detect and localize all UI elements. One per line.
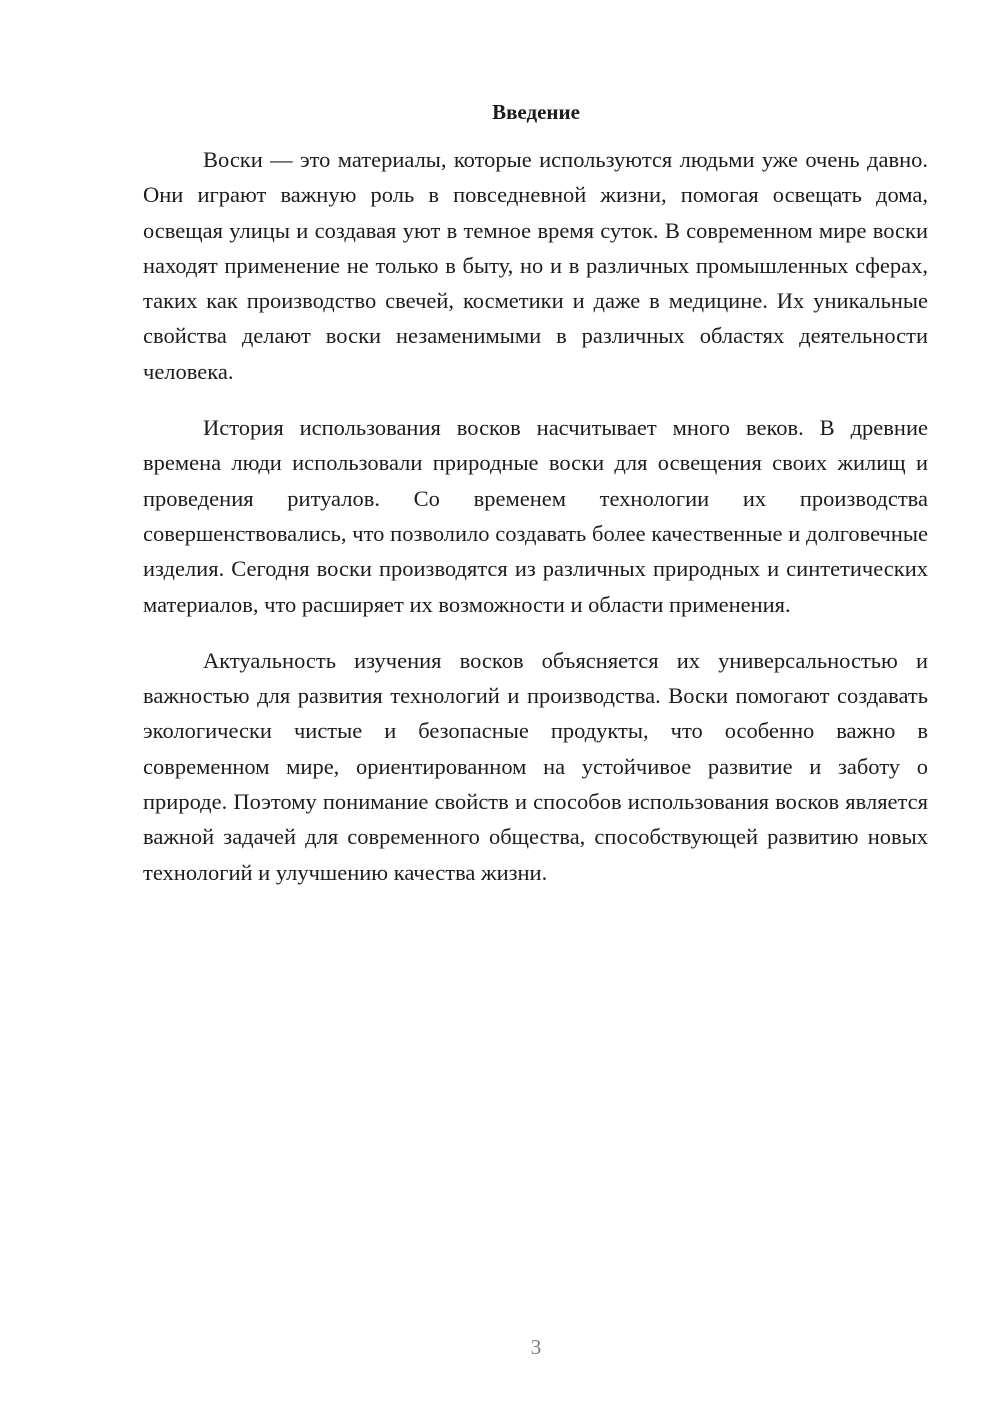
- paragraph-3: Актуальность изучения восков объясняется их универсальностью и важностью для развития технологий и производства. Воски помогают создавать экологически чистые и безопасные продукты, что особенно важно в современном мире, ориентированном на устойчивое развитие и заботу о природе. Поэтому понимание свойств и способов использования восков является важной задачей для современного общества, способствующей развитию новых технологий и улучшению качества жизни.: [143, 647, 928, 885]
- page-title: Введение: [492, 100, 580, 124]
- document-body: [143, 142, 928, 911]
- page-number: 3: [530, 1335, 542, 1359]
- paragraph-2: История использования восков насчитывает много веков. В древние времена люди использовали природные воски для освещения своих жилищ и проведения ритуалов. Со временем технологии их производства совершенствовались, что позволило создавать более качественные и долговечные изделия. Сегодня воски производятся из различных природных и синтетических материалов, что расширяет их возможности и области применения.: [143, 415, 928, 617]
- paragraph-1: Воски — это материалы, которые используются людьми уже очень давно. Они играют важную роль в повседневной жизни, помогая освещать дома, освещая улицы и создавая уют в темное время суток. В современном мире воски находят применение не только в быту, но и в различных промышленных сферах, таких как производство свечей, косметики и даже в медицине. Их уникальные свойства делают воски незаменимыми в различных областях деятельности человека.: [143, 147, 928, 384]
